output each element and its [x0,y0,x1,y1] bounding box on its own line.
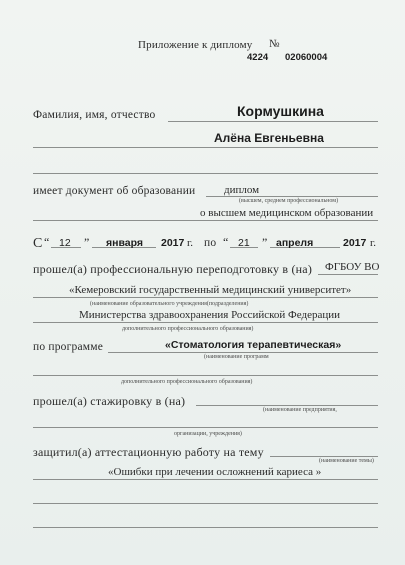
to-year-suffix: г. [370,237,377,249]
surname-value: Кормушкина [237,103,324,119]
internship-label: прошел(а) стажировку в (на) [33,394,186,408]
from-year-value: 2017 [161,237,185,249]
blank-line-3 [33,527,378,528]
ministry-line [33,322,378,323]
blank-line-1 [33,173,378,174]
internship-line [196,405,378,406]
internship-caption-1: (наименование предприятия, [263,407,337,413]
given-names-value: Алёна Евгеньевна [214,131,324,145]
retraining-caption-1: (наименование образовательного учреждения(подразделения) [90,301,249,307]
education-document-value: диплом [224,184,260,196]
to-year-value: 2017 [343,237,367,249]
open-quote-1: “ [44,235,50,249]
program-label: по программе [33,341,104,353]
diploma-number: 02060004 [285,52,328,63]
to-month-value: апреля [276,237,314,249]
retraining-short-line [318,274,378,275]
ministry-value: Министерства здравоохранения Российской Федерации [79,309,340,321]
retraining-org-short: ФГБОУ ВО [325,261,380,273]
diploma-series: 4224 [247,52,269,63]
appendix-title: Приложение к диплому [138,39,253,51]
period-from-prefix: С [33,236,43,251]
given-names-line [33,147,378,148]
surname-line [168,121,378,122]
education-label: имеет документ об образовании [33,185,196,197]
thesis-topic-line [33,479,378,480]
program-line-2 [33,375,378,376]
thesis-topic-value: «Ошибки при лечении осложнений кариеса » [108,466,322,478]
program-line [108,352,378,353]
education-line [206,196,378,197]
education-caption: (высшем, среднем профессиональном) [239,198,339,204]
education-details-line [33,220,378,221]
from-month-value: января [106,237,144,249]
education-details-value: о высшем медицинском образовании [200,207,374,219]
retraining-org-full: «Кемеровский государственный медицинский университет» [69,284,352,296]
number-sign: № [269,38,280,50]
program-caption-2: дополнительного профессионального образования) [121,379,253,385]
program-name-value: «Стоматология терапевтическая» [165,339,342,351]
full-name-label: Фамилия, имя, отчество [33,109,156,121]
program-caption-1: (наименование программ [204,354,269,360]
from-day-value: 12 [59,237,71,249]
internship-caption-2: организации, учреждения) [174,431,242,437]
close-quote-1: ” [84,235,90,249]
retraining-org-line [33,297,378,298]
period-to-prefix: по [204,237,217,249]
thesis-caption: (наименование темы) [319,458,374,464]
thesis-line [270,456,378,457]
blank-line-2 [33,503,378,504]
retraining-caption-2: дополнительного профессионального образования) [122,326,254,332]
to-day-value: 21 [238,237,250,249]
from-year-suffix: г. [187,237,194,249]
internship-line-2 [33,427,378,428]
close-quote-2: ” [262,235,268,249]
thesis-label: защитил(а) аттестационную работу на тему [33,445,264,459]
open-quote-2: “ [223,235,229,249]
retraining-label: прошел(а) профессиональную переподготовку в (на) [33,262,313,276]
